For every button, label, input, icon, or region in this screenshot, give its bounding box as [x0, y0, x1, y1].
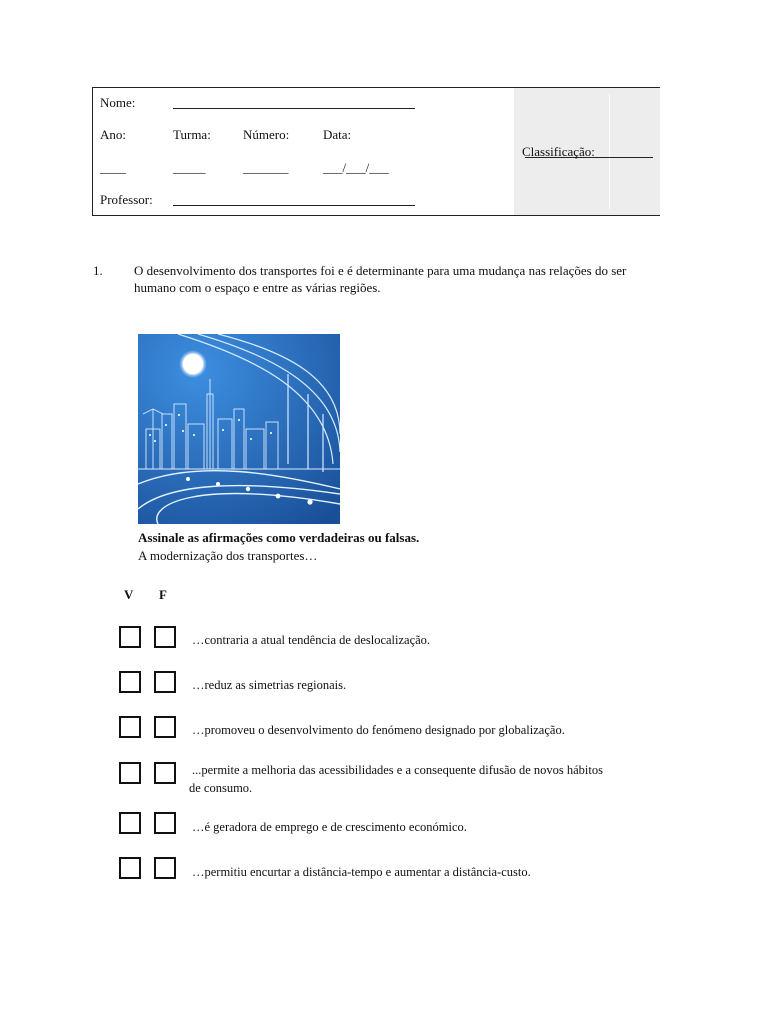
- data-label: Data:: [323, 127, 352, 142]
- panel-divider: [609, 94, 610, 209]
- classificacao-panel: [514, 88, 660, 215]
- classificacao-field[interactable]: [525, 157, 653, 158]
- statement-5-false-checkbox[interactable]: [154, 812, 176, 834]
- column-false-label: F: [159, 587, 167, 602]
- question-text-line2: humano com o espaço e entre as várias regiões.: [134, 280, 381, 295]
- statement-6-true-checkbox[interactable]: [119, 857, 141, 879]
- student-info-table: [92, 87, 660, 216]
- professor-field[interactable]: [173, 205, 415, 206]
- instruction-text: Assinale as afirmações como verdadeiras ou falsas.: [138, 530, 420, 545]
- statement-3-true-checkbox[interactable]: [119, 716, 141, 738]
- classificacao-label: Classificação:: [522, 144, 595, 159]
- statement-5-true-checkbox[interactable]: [119, 812, 141, 834]
- question-number: 1.: [93, 263, 103, 278]
- statement-2-false-checkbox[interactable]: [154, 671, 176, 693]
- nome-label: Nome:: [100, 95, 136, 110]
- city-transport-illustration: [138, 334, 340, 524]
- nome-field[interactable]: [173, 108, 415, 109]
- turma-field[interactable]: _____: [173, 160, 206, 175]
- statement-6-false-checkbox[interactable]: [154, 857, 176, 879]
- statement-1-text: …contraria a atual tendência de deslocalização.: [192, 633, 431, 647]
- question-text-line1: O desenvolvimento dos transportes foi e é determinante para uma mudança nas relações do ser: [134, 263, 627, 278]
- lead-text: A modernização dos transportes…: [138, 548, 318, 563]
- date-field[interactable]: ___/___/___: [323, 160, 389, 175]
- column-true-label: V: [124, 587, 134, 602]
- statement-6-text: …permitiu encurtar a distância-tempo e aumentar a distância-custo.: [192, 865, 531, 879]
- statement-1-false-checkbox[interactable]: [154, 626, 176, 648]
- statement-3-text: …promoveu o desenvolvimento do fenómeno designado por globalização.: [192, 723, 565, 737]
- numero-field[interactable]: _______: [243, 160, 289, 175]
- statement-4-true-checkbox[interactable]: [119, 762, 141, 784]
- statement-4-text: ...permite a melhoria das acessibilidades e a consequente difusão de novos hábitos: [192, 763, 603, 777]
- ano-label: Ano:: [100, 127, 126, 142]
- numero-label: Número:: [243, 127, 290, 142]
- ano-field[interactable]: ____: [100, 160, 126, 175]
- statement-4-false-checkbox[interactable]: [154, 762, 176, 784]
- professor-label: Professor:: [100, 192, 153, 207]
- statement-3-false-checkbox[interactable]: [154, 716, 176, 738]
- statement-4-text-continued: de consumo.: [189, 781, 253, 795]
- statement-5-text: …é geradora de emprego e de crescimento económico.: [192, 820, 467, 834]
- statement-2-text: …reduz as simetrias regionais.: [192, 678, 347, 692]
- statement-2-true-checkbox[interactable]: [119, 671, 141, 693]
- turma-label: Turma:: [173, 127, 211, 142]
- statement-1-true-checkbox[interactable]: [119, 626, 141, 648]
